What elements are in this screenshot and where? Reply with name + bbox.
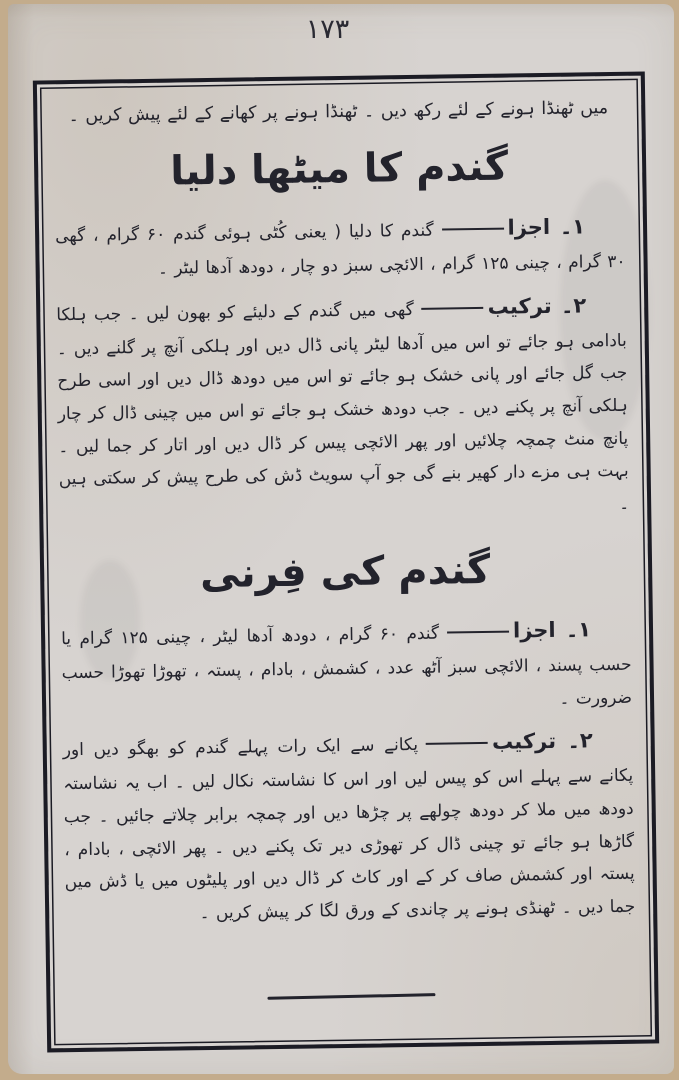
recipe1-ingredients-text: گندم کا دلیا ( یعنی کُٹی ہوئی گندم ۶۰ گرام ، گھی ۳۰ گرام ، چینی ۱۲۵ گرام ، الائچی سبز دو چار ، دودھ آدھا لیٹر ۔ <box>54 220 626 279</box>
intro-continuation-text: میں ٹھنڈا ہونے کے لئے رکھ دیں ۔ ٹھنڈا ہونے پر کھانے کے لئے پیش کریں ۔ <box>68 98 609 127</box>
recipe2-ingredients-paragraph <box>61 608 633 722</box>
section-end-rule <box>267 993 435 1000</box>
recipe2-method-paragraph <box>62 720 635 932</box>
recipe1-method-paragraph <box>56 284 629 528</box>
label-dash-rule <box>426 742 488 745</box>
recipe1-method-label: ۲۔ ترکیب <box>487 292 587 319</box>
label-dash-rule <box>422 306 484 309</box>
recipe-title-firni: گندم کی فِرنی <box>199 546 491 597</box>
recipe2-method-label: ۲۔ ترکیب <box>491 728 593 755</box>
label-dash-rule <box>442 227 504 230</box>
recipe2-ingredients-text: گندم ۶۰ گرام ، دودھ آدھا لیٹر ، چینی ۱۲۵ گرام یا حسب پسند ، الائچی سبز آٹھ عدد ، کشمش ، بادام ، پستہ ، تھوڑا تھوڑا حسب ضرورت ۔ <box>60 623 633 709</box>
recipe2-ingredients-label: ۱۔ اجزا <box>512 616 592 643</box>
label-dash-rule <box>447 630 509 633</box>
recipe-title-meetha-daliya: گندم کا میٹھا دلیا <box>169 143 509 195</box>
recipe-box-frame <box>33 72 659 1053</box>
recipe1-ingredients-paragraph <box>55 205 626 286</box>
recipe1-method-text: گھی میں گندم کے دلیئے کو بھون لیں ۔ جب ہلکا بادامی ہو جائے تو اس میں آدھا لیٹر پانی ڈال دیں اور ہلکی آنچ پر گلنے دیں ۔ جب گل جائے اور پانی خشک ہو جائے تو اس میں دودھ ڈال دیں اور اسی طرح ہلکی آنچ پر پکنے دیں ۔ جب دودھ خشک ہو جائے تو اس میں چینی ڈال کر چار پانچ منٹ چمچہ چلائیں اور پھر الائچی پیس کر ڈال دیں اور اتار کر جما لیں ۔ بہت ہی مزے دار کھیر بنے گی جو آپ سویٹ ڈش کی طرح پیش کر سکتی ہیں ۔ <box>56 299 630 514</box>
recipe2-method-text: پکانے سے ایک رات پہلے گندم کو بھگو دیں اور پکانے سے پہلے اس کو پیس لیں اور اس کا نشاستہ نکال لیں ۔ اب یہ نشاستہ دودھ میں ملا کر دودھ چولھے پر چڑھا دیں اور چمچہ برابر چلاتے جائیں ۔ جب گاڑھا ہو جائے تو چینی ڈال کر تھوڑی دیر تک پکنے دیں ۔ پھر الائچی ، بادام ، پستہ اور کشمش صاف کر کے اور کاٹ کر ڈال دیں اور پلیٹوں میں یا ڈش میں جما دیں ۔ ٹھنڈی ہونے پر چاندی کے ورق لگا کر پیش کریں ۔ <box>62 735 636 924</box>
recipe1-ingredients-label: ۱۔ اجزا <box>507 214 586 240</box>
page-number: ۱۷۳ <box>305 14 350 45</box>
